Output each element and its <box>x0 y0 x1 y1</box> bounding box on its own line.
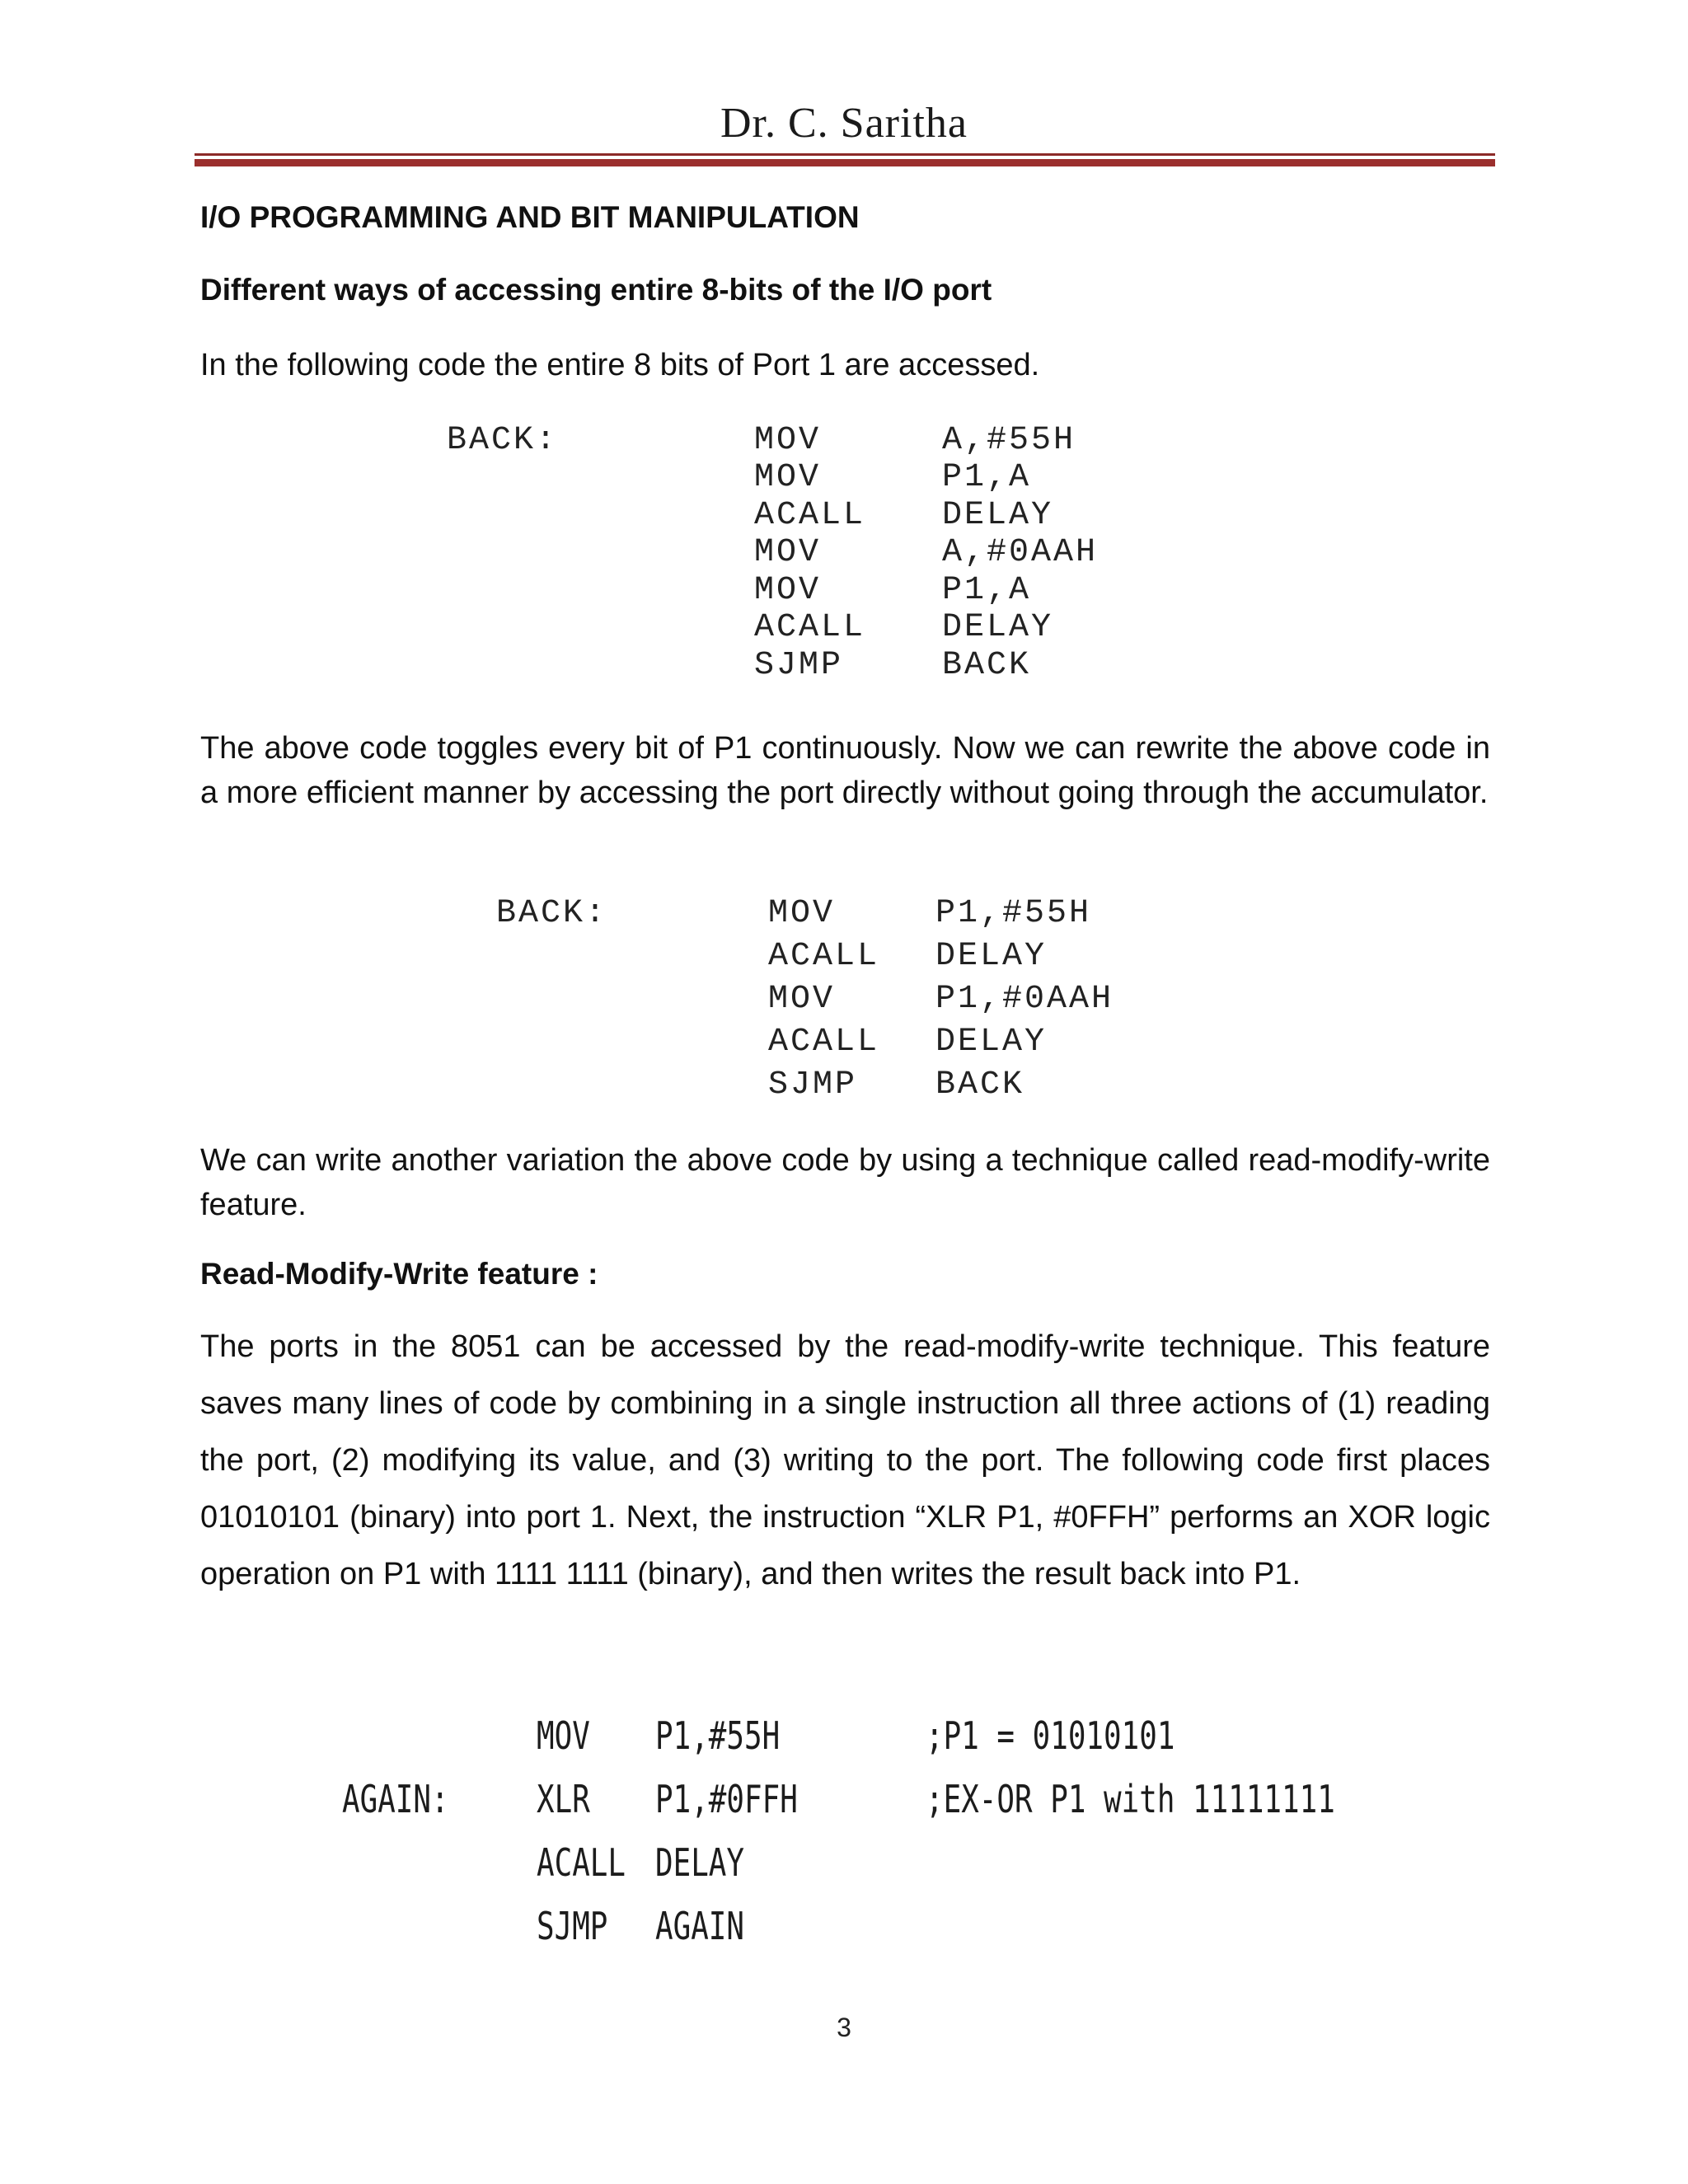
code1-arg: BACK <box>942 647 1032 684</box>
code1-op: MOV <box>754 534 822 571</box>
code1-arg: DELAY <box>942 497 1054 534</box>
code3-arg: DELAY <box>655 1840 745 1885</box>
code2-arg: BACK <box>935 1066 1025 1104</box>
code1-label: BACK: <box>447 422 559 459</box>
code1-arg: A,#0AAH <box>942 534 1099 571</box>
code2-label: BACK: <box>496 895 608 932</box>
code1-op: SJMP <box>754 647 844 684</box>
code1-arg: A,#55H <box>942 422 1076 459</box>
code1-arg: DELAY <box>942 609 1054 646</box>
code1-op: MOV <box>754 572 822 609</box>
code2-op: MOV <box>768 895 836 932</box>
code3-op: SJMP <box>537 1904 608 1948</box>
code2-op: ACALL <box>768 938 880 975</box>
code2-arg: P1,#0AAH <box>935 981 1114 1018</box>
code3-arg: P1,#0FFH <box>655 1777 798 1821</box>
paragraph-variation: We can write another variation the above code by using a technique called read-modify-write feature. <box>200 1143 1490 1222</box>
page-header-author: Dr. C. Saritha <box>720 100 968 147</box>
code3-comment: ;EX-OR P1 with 11111111 <box>926 1777 1335 1821</box>
section-heading-read-modify-write: Read-Modify-Write feature : <box>200 1257 598 1291</box>
intro-paragraph: In the following code the entire 8 bits of Port 1 are accessed. <box>200 348 1040 382</box>
code2-op: ACALL <box>768 1024 880 1061</box>
code1-op: ACALL <box>754 497 866 534</box>
page-number: 3 <box>837 2013 851 2042</box>
code3-label-col <box>342 1704 449 1895</box>
page-title: I/O PROGRAMMING AND BIT MANIPULATION <box>200 200 860 234</box>
code2-op: MOV <box>768 981 836 1018</box>
code1-op: MOV <box>754 422 822 459</box>
code1-arg: P1,A <box>942 572 1032 609</box>
code3-arg: P1,#55H <box>655 1713 781 1758</box>
code2-arg: DELAY <box>935 938 1048 975</box>
code2-arg: DELAY <box>935 1024 1048 1061</box>
code2-op: SJMP <box>768 1066 858 1104</box>
code1-op: MOV <box>754 459 822 496</box>
code3-op: ACALL <box>537 1840 626 1885</box>
code3-arg: AGAIN <box>655 1904 745 1948</box>
code1-op: ACALL <box>754 609 866 646</box>
section-heading-port-access: Different ways of accessing entire 8-bits of the I/O port <box>200 273 992 307</box>
code2-arg: P1,#55H <box>935 895 1092 932</box>
code3-op: MOV <box>537 1713 590 1758</box>
paragraph-read-modify-write: The ports in the 8051 can be accessed by the read-modify-write technique. This feature saves many lines of code by combining in a single instruction all three actions of (1) reading the port, (2) modifying its value, and (3) writing to the port. The following code first places 01010101 (binary) into port 1. Next, the instruction “XLR P1, #0FFH” performs an XOR logic operation on P1 with 1111 1111 (binary), and then writes the result back into P1. <box>200 1329 1490 1591</box>
paragraph-toggle-explanation: The above code toggles every bit of P1 continuously. Now we can rewrite the above code in a more efficient manner by accessing the port directly without going through the accumulator. <box>200 731 1490 810</box>
code3-label: AGAIN: <box>342 1777 449 1821</box>
code3-comment-col <box>926 1704 1335 1958</box>
code1-arg: P1,A <box>942 459 1032 496</box>
code3-op: XLR <box>537 1777 590 1821</box>
code3-comment: ;P1 = 01010101 <box>926 1713 1175 1758</box>
